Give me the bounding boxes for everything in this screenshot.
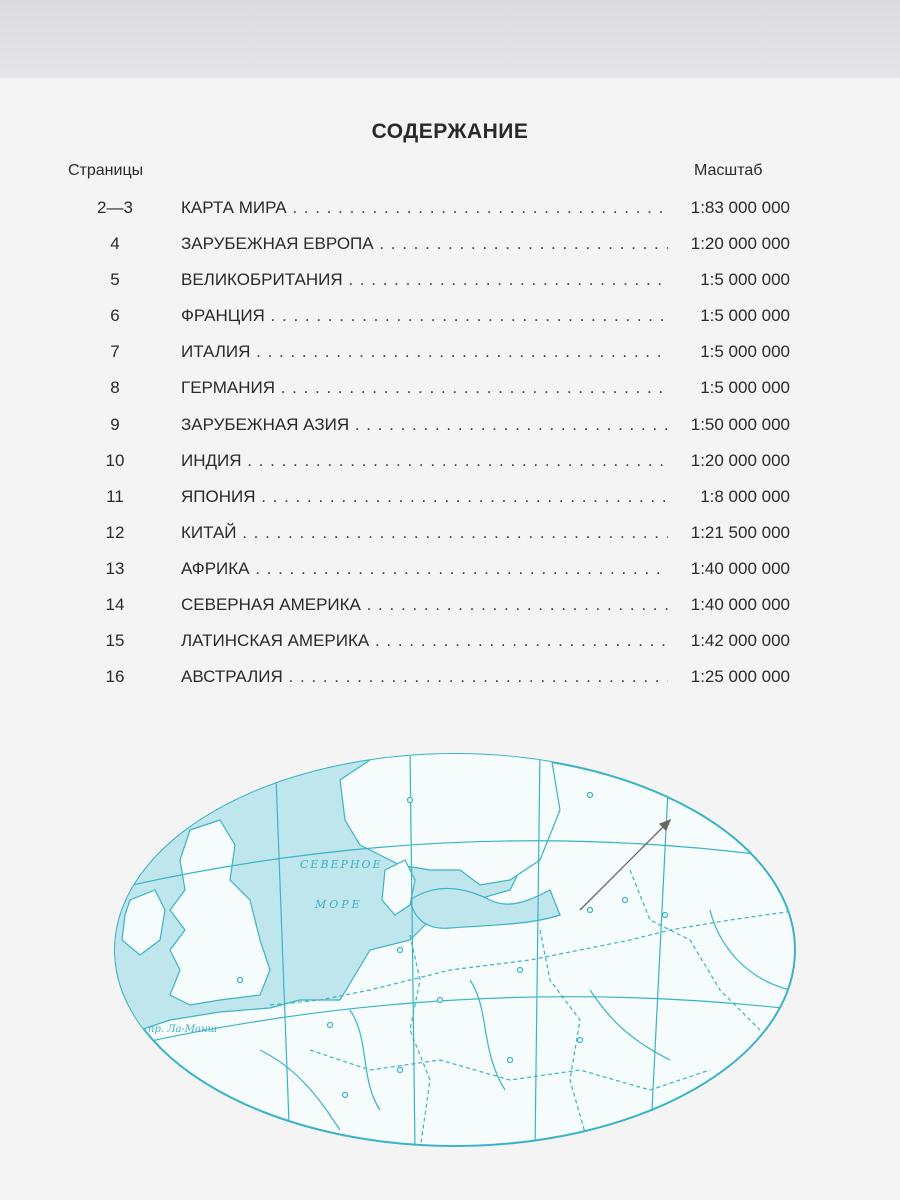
toc-scale: 1:40 000 000 xyxy=(690,558,790,578)
city-marker xyxy=(343,1093,348,1098)
toc-row[interactable] xyxy=(0,196,900,232)
city-marker xyxy=(398,948,403,953)
toc-scale: 1:5 000 000 xyxy=(700,306,790,326)
toc-row[interactable] xyxy=(0,521,900,557)
city-marker xyxy=(508,1058,513,1063)
sea-label-line1: СЕВЕРНОЕ xyxy=(300,858,383,871)
toc-row[interactable] xyxy=(0,629,900,665)
toc-page: 16 xyxy=(105,667,125,687)
toc-page: 9 xyxy=(110,414,120,434)
toc-title: ИТАЛИЯ . . . xyxy=(181,342,668,362)
city-marker xyxy=(398,1068,403,1073)
city-marker xyxy=(623,898,628,903)
toc-title: ЗАРУБЕЖНАЯ АЗИЯ . . . xyxy=(181,415,668,435)
toc-scale: 1:50 000 000 xyxy=(690,414,790,434)
city-marker xyxy=(588,793,593,798)
toc-row[interactable] xyxy=(0,268,900,304)
city-marker xyxy=(438,998,443,1003)
toc-page: 12 xyxy=(105,522,125,542)
toc-scale: 1:8 000 000 xyxy=(700,486,790,506)
city-marker xyxy=(238,978,243,983)
toc-page: 5 xyxy=(110,270,120,290)
toc-page: 4 xyxy=(110,234,120,254)
europe-contour-map xyxy=(110,750,800,1150)
toc-title: СЕВЕРНАЯ АМЕРИКА . . . xyxy=(181,595,668,615)
toc-row[interactable] xyxy=(0,593,900,629)
toc-row[interactable] xyxy=(0,376,900,412)
toc-scale: 1:42 000 000 xyxy=(690,631,790,651)
toc-scale: 1:40 000 000 xyxy=(690,595,790,615)
toc-title: ГЕРМАНИЯ . . . xyxy=(181,378,668,398)
toc-scale: 1:83 000 000 xyxy=(690,198,790,217)
toc-scale: 1:5 000 000 xyxy=(700,270,790,290)
toc-page: 11 xyxy=(106,486,124,506)
toc-scale: 1:20 000 000 xyxy=(690,450,790,470)
toc-page: 15 xyxy=(105,631,125,651)
toc-page: 10 xyxy=(105,450,125,470)
city-marker xyxy=(408,798,413,803)
table-of-contents xyxy=(0,196,900,701)
toc-scale: 1:21 500 000 xyxy=(690,522,790,542)
toc-title: КИТАЙ . . . xyxy=(181,523,668,543)
toc-page: 13 xyxy=(105,558,125,578)
toc-title: ИНДИЯ . . . xyxy=(181,451,668,471)
page-title: СОДЕРЖАНИЕ xyxy=(371,120,529,143)
toc-title: ВЕЛИКОБРИТАНИЯ . . . xyxy=(181,270,668,290)
sea-label-line2: МОРЕ xyxy=(315,898,363,911)
toc-row[interactable] xyxy=(0,340,900,376)
top-shadow-band xyxy=(0,0,900,80)
toc-scale: 1:5 000 000 xyxy=(700,342,790,362)
toc-row[interactable] xyxy=(0,665,900,701)
toc-scale: 1:25 000 000 xyxy=(690,667,790,687)
toc-page: 8 xyxy=(110,378,120,398)
toc-scale: 1:20 000 000 xyxy=(690,234,790,254)
toc-scale: 1:5 000 000 xyxy=(700,378,790,398)
scale-column-header: Масштаб xyxy=(694,162,763,179)
toc-title: КАРТА МИРА . . . xyxy=(181,198,668,218)
toc-title: АФРИКА . . . xyxy=(181,559,668,579)
toc-row[interactable] xyxy=(0,557,900,593)
city-marker xyxy=(578,1038,583,1043)
toc-row[interactable] xyxy=(0,413,900,449)
strait-label: пр. Ла-Манш xyxy=(148,1024,218,1035)
toc-title: ЯПОНИЯ . . . xyxy=(181,487,668,507)
pages-column-header: Страницы xyxy=(68,162,144,179)
city-marker xyxy=(518,968,523,973)
city-marker xyxy=(588,908,593,913)
toc-title: ЛАТИНСКАЯ АМЕРИКА . . . xyxy=(181,631,668,651)
toc-page: 6 xyxy=(110,306,120,326)
city-marker xyxy=(328,1023,333,1028)
toc-page: 2—3 xyxy=(97,198,133,217)
toc-title: ЗАРУБЕЖНАЯ ЕВРОПА . . . xyxy=(181,234,668,254)
toc-row[interactable] xyxy=(0,232,900,268)
toc-row[interactable] xyxy=(0,449,900,485)
city-marker xyxy=(663,913,668,918)
toc-page: 14 xyxy=(105,595,125,615)
toc-page: 7 xyxy=(110,342,120,362)
toc-row[interactable] xyxy=(0,485,900,521)
toc-title: АВСТРАЛИЯ . . . xyxy=(181,667,668,687)
toc-row[interactable] xyxy=(0,304,900,340)
toc-title: ФРАНЦИЯ . . . xyxy=(181,306,668,326)
